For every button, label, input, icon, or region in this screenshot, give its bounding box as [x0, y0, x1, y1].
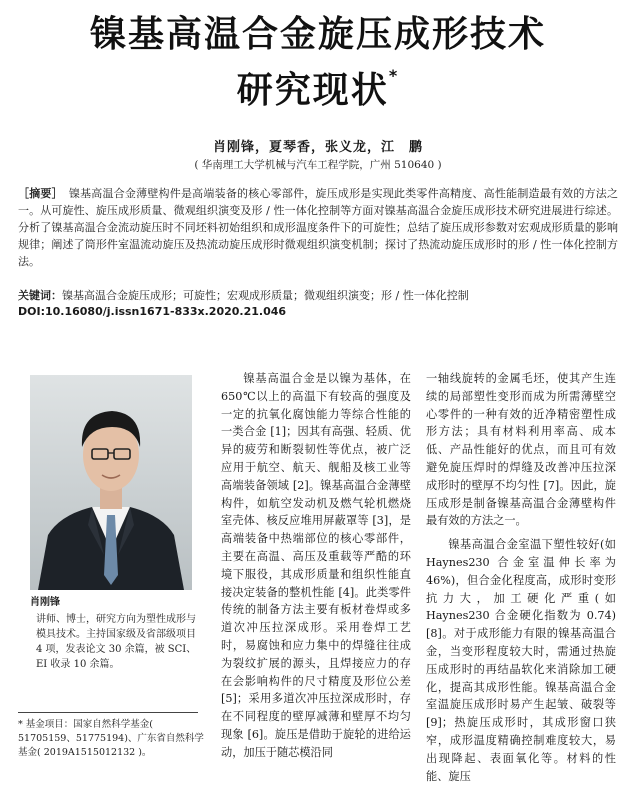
- keywords-label: 关键词：: [18, 289, 62, 302]
- keywords-text: 镍基高温合金旋压成形；可旋性；宏观成形质量；微观组织演变；形 / 性一体化控制: [62, 289, 469, 302]
- title-footnote-mark: *: [388, 66, 400, 85]
- abstract-text: 镍基高温合金薄壁构件是高端装备的核心零部件，旋压成形是实现此类零件高精度、高性能制造最有效的方法之一。从可旋性、旋压成形质量、微观组织演变及形 / 性一体化控制等方面对镍基高温合金旋压成形技术研究进展进行综述。分析了镍基高温合金流动旋压时不同坯料初始组织和成形温度条件下的可旋性；总结了旋压成形参数对宏观成形质量的影响规律；阐述了筒形件室温流动旋压及热流动旋压成形时微观组织演变机制；探讨了热流动旋压成形时的形 / 性一体化控制方法。: [18, 187, 619, 268]
- body-paragraph-continued: 一轴线旋转的金属毛坯，使其产生连续的局部塑性变形而成为所需薄壁空心零件的一种有效的近净精密塑性成形方法；具有材料利用率高、成本低、产品性能好的优点，而且可有效避免旋压焊时的焊缝及改善冲压拉深成形时的壁厚不均匀性 [7]。因此，旋压成形是制备镍基高温合金薄壁构件最有效的方法之一。: [426, 372, 616, 528]
- body-paragraph: 镍基高温合金是以镍为基体，在 650℃以上的高温下有较高的强度及一定的抗氧化腐蚀能力等综合性能的一类合金 [1]；因其有高强、轻质、优异的疲劳和断裂韧性等优点，被广泛应用于航空、航天、舰船及核工业等高端装备领域 [2]。镍基高温合金薄壁构件，如航空发动机及燃气轮机燃烧室壳体、核反应堆用屏蔽罩等 [3]，是高端装备中热端部位的核心零部件，主要在高温、高压及重载等严酷的环境下服役，其成形质量和组织性能直接决定装备的整机性能 [4]。此类零件传统的制备方法主要有板材卷焊或多道次冲压拉深成形。采用卷焊工艺时，易腐蚀和应力集中的焊缝往往成为裂纹扩展的源头，且焊接应力的存在会影响构件的尺寸精度及形位公差 [5]；采用多道次冲压拉深成形时，存在不同程度的壁厚减薄和壁厚不均匀现象 [6]。旋压是借助于旋轮的进给运动，加压于随芯模沿同: [221, 372, 411, 759]
- body-column-1: [221, 370, 411, 762]
- abstract-label: ［摘要］: [18, 187, 63, 200]
- author-list: 肖刚锋，夏琴香，张义龙，江 鹏: [212, 140, 423, 155]
- author-bio: [30, 595, 200, 672]
- footnote-divider: [18, 712, 198, 713]
- article-title-line2: [0, 62, 636, 113]
- bio-text: 讲师、博士，研究方向为塑性成形与模具技术。主持国家级及省部级项目 4 项，发表论文 30 余篇，被 SCI、EI 收录 10 余篇。: [36, 614, 197, 670]
- affiliation: ( 华南理工大学机械与汽车工程学院，广州 510640 ): [194, 159, 442, 171]
- abstract: [18, 185, 618, 270]
- keywords: [18, 288, 618, 304]
- bio-name: 肖刚锋: [30, 597, 60, 608]
- article-title-line1: 镍基高温合金旋压成形技术: [89, 14, 546, 55]
- body-paragraph: 镍基高温合金室温下塑性较好(如 Haynes230 合金室温伸长率为 46%)，但合金化程度高，成形时变形抗力大，加工硬化严重(如 Haynes230 合金硬化指数为 0.74) [8]。对于成形能力有限的镍基高温合金，当变形程度较大时，需通过热旋压成形时的再结晶软化来消除加工硬化，提高其成形性能。镍基高温合金室温旋压成形时易产生起皱、破裂等 [9]；热旋压成形时，其成形窗口狭窄，成形温度精确控制难度较大，易出现降起、表面氧化等。材料的性能、旋压: [426, 538, 616, 783]
- doi: DOI:10.16080/j.issn1671-833x.2020.21.046: [18, 305, 287, 318]
- body-column-2: [426, 370, 616, 785]
- author-photo: [30, 375, 192, 590]
- title-text: 研究现状: [236, 70, 389, 111]
- funding-footnote: * 基金项目：国家自然科学基金( 51705159、51775194)、广东省自然科学基金( 2019A1515012132 )。: [18, 719, 204, 758]
